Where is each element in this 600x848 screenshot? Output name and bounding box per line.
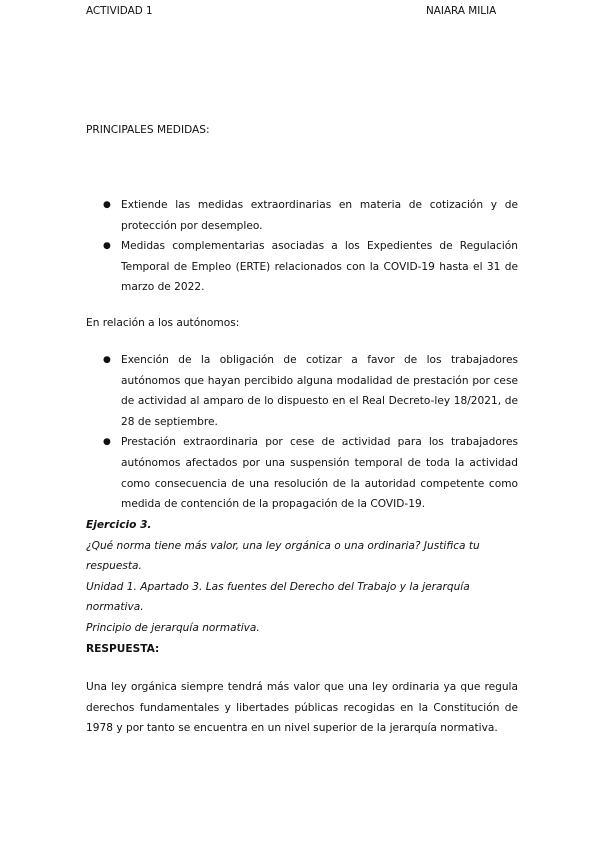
exercise-title: Ejercicio 3. (86, 519, 152, 531)
list-item (86, 195, 518, 236)
exercise-question: ¿Qué norma tiene más valor, una ley orgánica o una ordinaria? Justifica tu respuesta. (86, 539, 480, 572)
measures-list (86, 195, 518, 298)
exercise-block (86, 515, 526, 638)
bullet-icon: ● (103, 437, 111, 448)
exercise-principle: Principio de jerarquía normativa. (86, 621, 260, 634)
bullet-icon: ● (103, 355, 111, 365)
header-activity: ACTIVIDAD 1 (86, 5, 153, 17)
answer-text: Una ley orgánica siempre tendrá más valor que una ley ordinaria ya que regula derechos fundamentales y libertades públicas recogidas en la Constitución de 1978 y por tanto se encuentra en un nivel superior de la jerarquía normativa. (86, 681, 518, 735)
answer-title: RESPUESTA: (86, 643, 160, 655)
bullet-icon: ● (103, 241, 111, 252)
list-item-text: Exención de la obligación de cotizar a favor de los trabajadores autónomos que hayan percibido alguna modalidad de prestación por cese de actividad al amparo de lo dispuesto en el Real Decreto-ley 18/2021, de 28 de septiembre. (121, 354, 518, 428)
list-item-text: Extiende las medidas extraordinarias en materia de cotización y de protección por desempleo. (121, 199, 518, 232)
list-item (86, 432, 518, 514)
autonomos-list (86, 350, 518, 515)
list-item-text: Medidas complementarias asociadas a los Expedientes de Regulación Temporal de Empleo (ERTE) relacionados con la COVID-19 hasta el 31 de marzo de 2022. (121, 240, 518, 294)
exercise-reference: Unidad 1. Apartado 3. Las fuentes del Derecho del Trabajo y la jerarquía normativa. (86, 580, 470, 613)
autonomos-intro: En relación a los autónomos: (86, 317, 240, 329)
bullet-icon: ● (103, 200, 111, 210)
list-item (86, 236, 518, 298)
header-author: NAIARA MILIA (426, 5, 497, 17)
section-title: PRINCIPALES MEDIDAS: (86, 124, 210, 136)
list-item-text: Prestación extraordinaria por cese de actividad para los trabajadores autónomos afectados por una suspensión temporal de toda la actividad como consecuencia de una resolución de la autoridad competente como medida de contención de la propagación de la COVID-19. (121, 436, 518, 511)
list-item (86, 350, 518, 432)
